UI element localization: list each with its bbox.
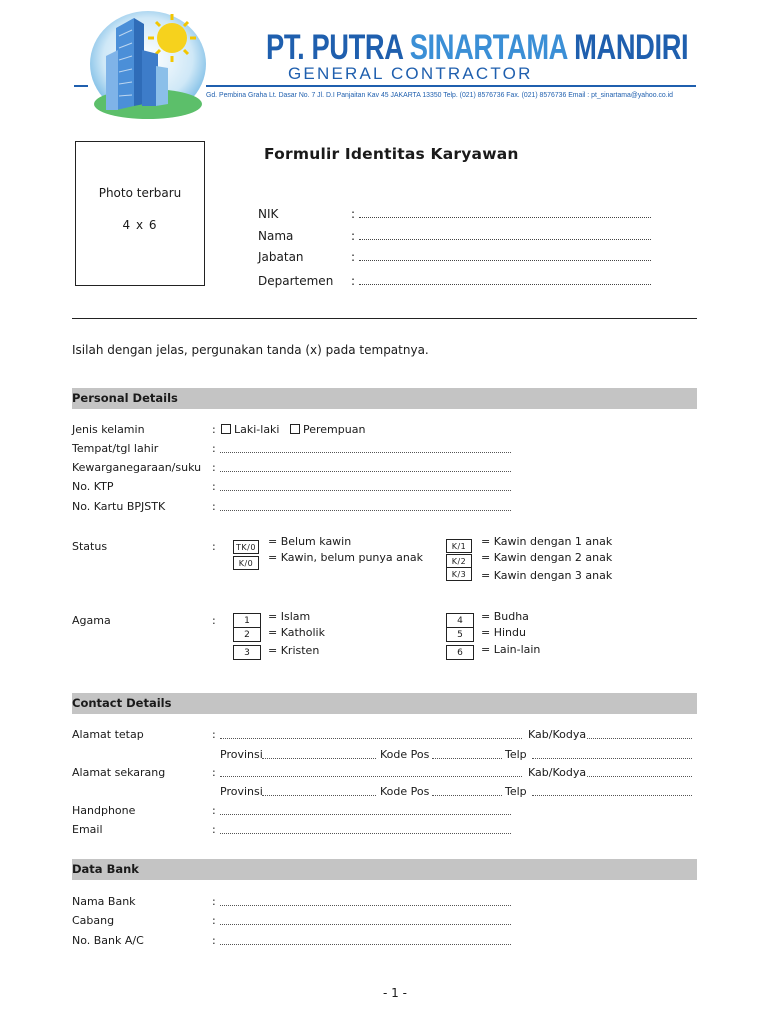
company-name: PT. PUTRA SINARTAMA MANDIRI	[266, 28, 689, 67]
handphone-label: Handphone	[72, 804, 136, 817]
nik-label: NIK	[258, 207, 279, 221]
nationality-label: Kewarganegaraan/suku	[72, 461, 202, 474]
account-number-label: No. Bank A/C	[72, 934, 144, 947]
religion-desc: = Lain-lain	[481, 643, 541, 656]
status-desc: = Kawin dengan 2 anak	[481, 551, 613, 564]
personal-details-header: Personal Details	[72, 388, 697, 409]
ktp-field[interactable]	[220, 490, 511, 491]
province-label: Provinsi	[220, 748, 263, 761]
nama-field[interactable]	[359, 239, 651, 240]
religion-code-box[interactable]: 1	[233, 613, 261, 628]
status-desc: = Kawin, belum punya anak	[268, 551, 423, 564]
permanent-postcode-field[interactable]	[432, 758, 502, 759]
current-kab-field[interactable]	[587, 776, 692, 777]
nama-label: Nama	[258, 229, 294, 243]
branch-field[interactable]	[220, 924, 511, 925]
phone-label: Telp	[505, 785, 527, 798]
photo-size: 4 x 6	[122, 218, 158, 232]
permanent-address-colon: :	[212, 728, 216, 741]
current-postcode-field[interactable]	[432, 795, 502, 796]
jabatan-label: Jabatan	[258, 250, 304, 264]
status-code-box[interactable]: K/0	[233, 556, 259, 570]
photo-label: Photo terbaru	[98, 186, 182, 200]
religion-desc: = Islam	[268, 610, 311, 623]
departemen-field[interactable]	[359, 284, 651, 285]
female-checkbox[interactable]	[290, 424, 300, 434]
current-phone-field[interactable]	[532, 795, 692, 796]
status-code-box[interactable]: K/3	[446, 567, 472, 581]
nationality-field[interactable]	[220, 471, 511, 472]
postcode-label: Kode Pos	[380, 785, 430, 798]
status-desc: = Belum kawin	[268, 535, 352, 548]
birth-colon: :	[212, 442, 216, 455]
permanent-address-field[interactable]	[220, 738, 522, 739]
permanent-address-label: Alamat tetap	[72, 728, 144, 741]
religion-code-box[interactable]: 6	[446, 645, 474, 660]
nationality-colon: :	[212, 461, 216, 474]
jabatan-colon: :	[351, 250, 356, 264]
permanent-phone-field[interactable]	[532, 758, 692, 759]
status-label: Status	[72, 540, 108, 553]
company-subtitle: GENERAL CONTRACTOR	[288, 64, 533, 83]
nik-field[interactable]	[359, 217, 651, 218]
ktp-label: No. KTP	[72, 480, 114, 493]
page-number: - 1 -	[383, 986, 407, 1000]
religion-desc: = Budha	[481, 610, 529, 623]
nama-colon: :	[351, 229, 356, 243]
phone-label: Telp	[505, 748, 527, 761]
section-divider	[72, 318, 697, 319]
kab-kodya-label: Kab/Kodya	[528, 766, 587, 779]
religion-code-box[interactable]: 3	[233, 645, 261, 660]
header-rule	[206, 85, 696, 87]
province-label: Provinsi	[220, 785, 263, 798]
email-colon: :	[212, 823, 216, 836]
status-colon: :	[212, 540, 216, 553]
account-number-field[interactable]	[220, 944, 511, 945]
company-logo	[86, 6, 210, 120]
current-address-colon: :	[212, 766, 216, 779]
permanent-kab-field[interactable]	[587, 738, 692, 739]
branch-colon: :	[212, 914, 216, 927]
contact-details-header: Contact Details	[72, 693, 697, 714]
current-address-field[interactable]	[220, 776, 522, 777]
form-title: Formulir Identitas Karyawan	[264, 145, 519, 163]
company-address: Gd. Pembina Graha Lt. Dasar No. 7 Jl. D.I Panjaitan Kav 45 JAKARTA 13350 Telp. (021) 8576736 Fax. (021) 8576736 Email : pt_sinartama@yahoo.co.id	[206, 90, 673, 99]
permanent-province-field[interactable]	[262, 758, 376, 759]
gender-options: Laki-laki Perempuan	[221, 423, 365, 436]
bank-name-field[interactable]	[220, 905, 511, 906]
status-code-box[interactable]: K/1	[446, 539, 472, 553]
bank-name-colon: :	[212, 895, 216, 908]
account-number-colon: :	[212, 934, 216, 947]
status-code-box[interactable]: TK/0	[233, 540, 259, 554]
bank-data-header: Data Bank	[72, 859, 697, 880]
jabatan-field[interactable]	[359, 260, 651, 261]
male-checkbox[interactable]	[221, 424, 231, 434]
current-province-field[interactable]	[262, 795, 376, 796]
status-code-box[interactable]: K/2	[446, 554, 472, 568]
postcode-label: Kode Pos	[380, 748, 430, 761]
photo-box	[75, 141, 205, 286]
bpjs-colon: :	[212, 500, 216, 513]
handphone-field[interactable]	[220, 814, 511, 815]
religion-label: Agama	[72, 614, 111, 627]
religion-code-box[interactable]: 4	[446, 613, 474, 628]
gender-label: Jenis kelamin	[72, 423, 145, 436]
religion-colon: :	[212, 614, 216, 627]
religion-desc: = Kristen	[268, 644, 320, 657]
email-label: Email	[72, 823, 103, 836]
email-field[interactable]	[220, 833, 511, 834]
religion-code-box[interactable]: 5	[446, 627, 474, 642]
religion-desc: = Katholik	[268, 626, 325, 639]
religion-code-box[interactable]: 2	[233, 627, 261, 642]
current-address-label: Alamat sekarang	[72, 766, 166, 779]
branch-label: Cabang	[72, 914, 115, 927]
birth-field[interactable]	[220, 452, 511, 453]
departemen-label: Departemen	[258, 274, 334, 288]
kab-kodya-label: Kab/Kodya	[528, 728, 587, 741]
departemen-colon: :	[351, 274, 356, 288]
bank-name-label: Nama Bank	[72, 895, 136, 908]
religion-desc: = Hindu	[481, 626, 526, 639]
nik-colon: :	[351, 207, 356, 221]
ktp-colon: :	[212, 480, 216, 493]
handphone-colon: :	[212, 804, 216, 817]
birth-label: Tempat/tgl lahir	[72, 442, 159, 455]
bpjs-label: No. Kartu BPJSTK	[72, 500, 166, 513]
status-desc: = Kawin dengan 1 anak	[481, 535, 613, 548]
bpjs-field[interactable]	[220, 510, 511, 511]
gender-colon: :	[212, 423, 216, 436]
header-rule-left	[74, 85, 88, 87]
instruction-text: Isilah dengan jelas, pergunakan tanda (x) pada tempatnya.	[72, 343, 429, 357]
status-desc: = Kawin dengan 3 anak	[481, 569, 613, 582]
